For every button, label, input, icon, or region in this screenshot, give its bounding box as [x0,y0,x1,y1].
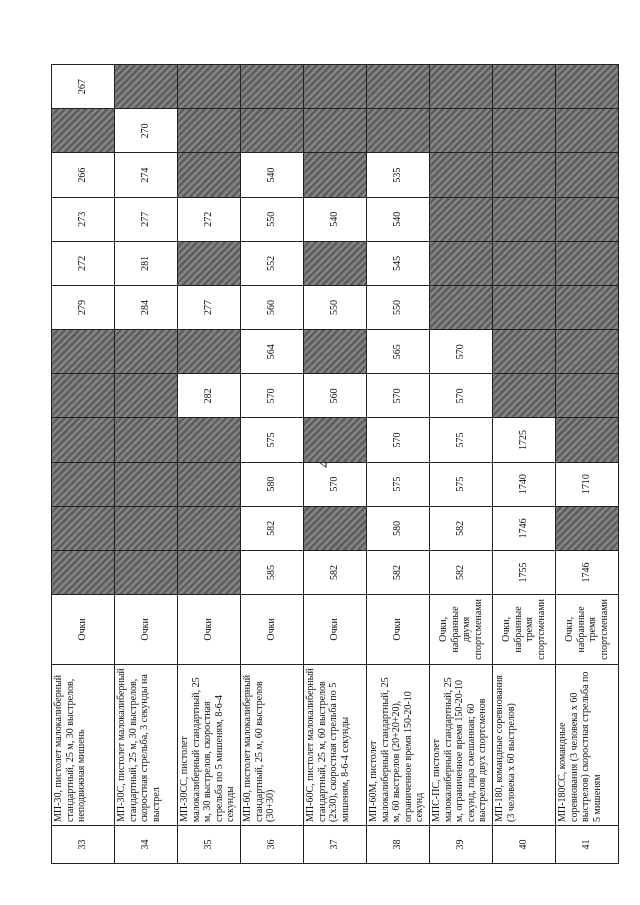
empty-value-cell [556,506,619,550]
discipline-cell: МП-30С, пистолет малокалиберный стандартный, 25 м, 30 выстрелов, скоростная стрельба, 3 секунды на выстрел [115,664,178,825]
discipline-cell: МП-30СС, пистолет малокалиберный стандартный, 25 м, 30 выстрелов, скоростная стрельба по 5 мишеням, 8-6-4 секунды [178,664,241,825]
discipline-cell: МП-180СС, командные соревнования (3 человека х 60 выстрелов) скоростная стрельба по 5 мишеням [556,664,619,825]
value-cell: 281 [115,241,178,285]
empty-value-cell [493,330,556,374]
discipline-cell: МП-180, командные соревнования (3 человека х 60 выстрелов) [493,664,556,825]
table-row [241,65,304,864]
empty-value-cell [115,550,178,594]
discipline-cell: МП-60М, пистолет малокалиберный стандартный, 25 м, 60 выстрелов (20+20+20), ограниченное время 150-20-10 секунд [367,664,430,825]
empty-value-cell [304,330,367,374]
empty-value-cell [556,285,619,329]
value-cell: 580 [241,462,304,506]
value-cell: 582 [430,550,493,594]
empty-value-cell [178,153,241,197]
value-cell: 535 [367,153,430,197]
empty-value-cell [493,241,556,285]
value-cell: 582 [304,550,367,594]
empty-value-cell [430,65,493,109]
value-cell: 277 [178,285,241,329]
empty-value-cell [430,285,493,329]
empty-value-cell [115,418,178,462]
empty-value-cell [367,109,430,153]
value-cell: 570 [430,330,493,374]
empty-value-cell [493,109,556,153]
empty-value-cell [430,153,493,197]
empty-value-cell [52,462,115,506]
empty-value-cell [556,418,619,462]
value-cell: 1710 [556,462,619,506]
value-cell: 272 [52,241,115,285]
value-cell: 575 [367,462,430,506]
empty-value-cell [493,153,556,197]
empty-value-cell [52,506,115,550]
value-cell: 570 [304,462,367,506]
empty-value-cell [178,330,241,374]
value-cell: 570 [241,374,304,418]
value-cell: 560 [304,374,367,418]
value-cell: 267 [52,65,115,109]
value-cell: 575 [241,418,304,462]
value-cell: 274 [115,153,178,197]
empty-value-cell [493,65,556,109]
table-row [367,65,430,864]
discipline-cell: МП-60, пистолет малокалиберный стандартный, 25 м, 60 выстрелов (30+30) [241,664,304,825]
unit-cell: Очки [52,595,115,665]
empty-value-cell [304,65,367,109]
table-row [430,65,493,864]
unit-cell: Очки, набранные двумя спортсменами [430,595,493,665]
value-cell: 284 [115,285,178,329]
value-cell: 266 [52,153,115,197]
table-row [52,65,115,864]
value-cell: 1746 [556,550,619,594]
empty-value-cell [52,418,115,462]
table-row [493,65,556,864]
empty-value-cell [178,462,241,506]
empty-value-cell [178,241,241,285]
empty-value-cell [493,374,556,418]
unit-cell: Очки, набранные тремя спортсменами [556,595,619,665]
unit-cell: Очки [304,595,367,665]
value-cell: 1746 [493,506,556,550]
value-cell: 570 [367,374,430,418]
table-row [115,65,178,864]
empty-value-cell [241,109,304,153]
value-cell: 272 [178,197,241,241]
value-cell: 279 [52,285,115,329]
value-cell: 550 [367,285,430,329]
empty-value-cell [304,241,367,285]
empty-value-cell [304,153,367,197]
value-cell: 540 [241,153,304,197]
value-cell: 582 [367,550,430,594]
empty-value-cell [430,241,493,285]
row-number: 35 [178,826,241,864]
row-number: 38 [367,826,430,864]
empty-value-cell [556,153,619,197]
row-number: 39 [430,826,493,864]
row-number: 41 [556,826,619,864]
empty-value-cell [115,330,178,374]
unit-cell: Очки [115,595,178,665]
row-number: 40 [493,826,556,864]
empty-value-cell [430,197,493,241]
row-number: 34 [115,826,178,864]
empty-value-cell [556,374,619,418]
empty-value-cell [304,506,367,550]
value-cell: 580 [367,506,430,550]
empty-value-cell [52,109,115,153]
empty-value-cell [178,418,241,462]
empty-value-cell [556,65,619,109]
row-number: 37 [304,826,367,864]
value-cell: 582 [430,506,493,550]
unit-cell: Очки, набранные тремя спортсменами [493,595,556,665]
value-cell: 545 [367,241,430,285]
empty-value-cell [115,374,178,418]
empty-value-cell [493,285,556,329]
empty-value-cell [304,418,367,462]
value-cell: 564 [241,330,304,374]
value-cell: 1740 [493,462,556,506]
empty-value-cell [367,65,430,109]
value-cell: 273 [52,197,115,241]
value-cell: 550 [304,285,367,329]
empty-value-cell [178,550,241,594]
empty-value-cell [52,374,115,418]
empty-value-cell [556,109,619,153]
empty-value-cell [493,197,556,241]
discipline-cell: МП-60С, пистолет малокалиберный стандартный, 25 м, 60 выстрелов (2х30), скоростная стрельба по 5 мишеням, 8-6-4 секунды [304,664,367,825]
empty-value-cell [241,65,304,109]
standards-table [51,64,619,864]
discipline-cell: МПС-ПС, пистолет малокалиберный стандартный, 25 м, ограниченное время 150-20-10 секунд, пара смешанная; 60 выстрелов двух спортсменов [430,664,493,825]
table-row [178,65,241,864]
table-container [51,64,640,850]
empty-value-cell [430,109,493,153]
value-cell: 540 [367,197,430,241]
value-cell: 1755 [493,550,556,594]
row-number: 36 [241,826,304,864]
empty-value-cell [556,330,619,374]
empty-value-cell [115,506,178,550]
value-cell: 277 [115,197,178,241]
value-cell: 575 [430,462,493,506]
value-cell: 1725 [493,418,556,462]
value-cell: 565 [367,330,430,374]
value-cell: 582 [241,506,304,550]
value-cell: 550 [241,197,304,241]
empty-value-cell [178,109,241,153]
value-cell: 282 [178,374,241,418]
table-row [556,65,619,864]
unit-cell: Очки [241,595,304,665]
empty-value-cell [115,65,178,109]
value-cell: 570 [367,418,430,462]
empty-value-cell [178,65,241,109]
empty-value-cell [178,506,241,550]
unit-cell: Очки [178,595,241,665]
empty-value-cell [115,462,178,506]
discipline-cell: МП-30, пистолет малокалиберный стандартный, 25 м, 30 выстрелов, неподвижная мишень [52,664,115,825]
unit-cell: Очки [367,595,430,665]
row-number: 33 [52,826,115,864]
empty-value-cell [52,330,115,374]
value-cell: 540 [304,197,367,241]
value-cell: 585 [241,550,304,594]
value-cell: 270 [115,109,178,153]
value-cell: 552 [241,241,304,285]
value-cell: 570 [430,374,493,418]
value-cell: 560 [241,285,304,329]
empty-value-cell [304,109,367,153]
table-row [304,65,367,864]
empty-value-cell [556,197,619,241]
value-cell: 575 [430,418,493,462]
empty-value-cell [556,241,619,285]
empty-value-cell [52,550,115,594]
